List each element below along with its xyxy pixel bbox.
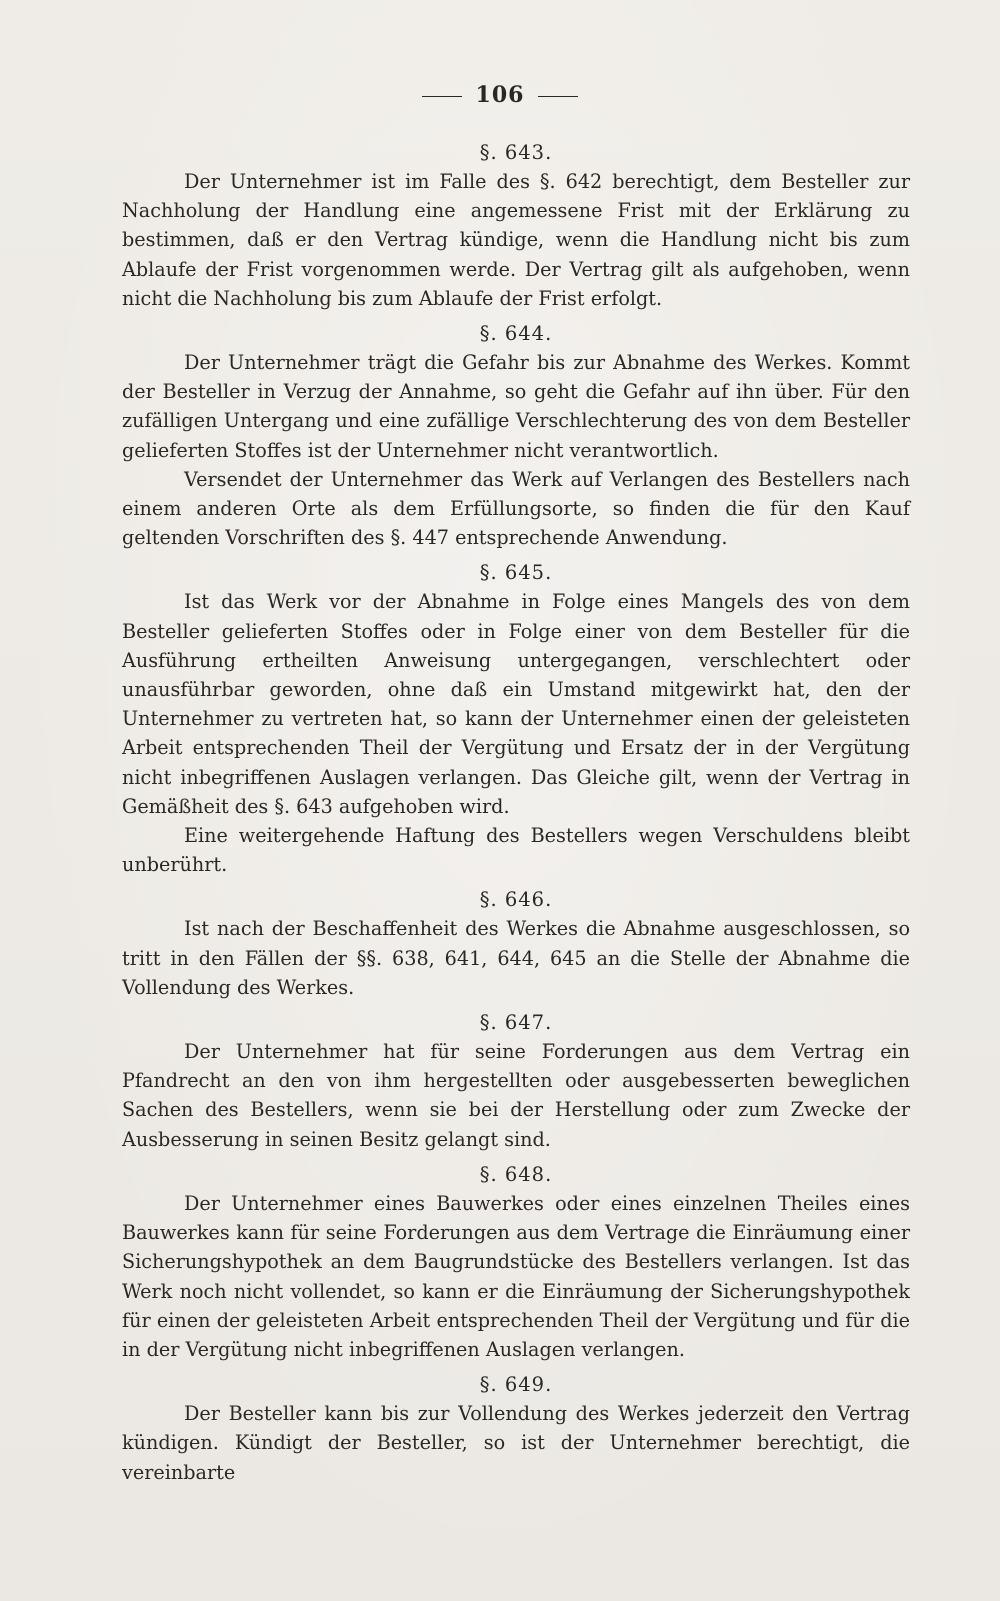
dash-left — [422, 96, 462, 97]
paragraph: Der Unternehmer eines Bauwerkes oder eines einzelnen Theiles eines Bauwerkes kann für seine Forderungen aus dem Vertrage die Einräumung einer Sicherungshypothek an dem Baugrundstücke des Bestellers verlangen. Ist das Werk noch nicht vollendet, so kann er die Einräumung der Sicherungshypothek für einen der geleisteten Arbeit entsprechenden Theil der Vergütung und für die in der Vergütung nicht inbegriffenen Auslagen verlangen. — [122, 1191, 910, 1361]
section-heading: §. 649. — [479, 1373, 553, 1397]
section-heading: §. 647. — [479, 1011, 553, 1035]
section-649 — [122, 1370, 910, 1487]
section-643 — [122, 138, 910, 313]
paragraph: Eine weitergehende Haftung des Bestellers wegen Verschuldens bleibt unberührt. — [122, 824, 910, 877]
paragraph: Versendet der Unternehmer das Werk auf Verlangen des Bestellers nach einem anderen Orte als dem Erfüllungsorte, so finden die für den Kauf geltenden Vorschriften des §. 447 entsprechende Anwendung. — [122, 467, 910, 550]
section-heading: §. 646. — [479, 888, 553, 912]
paragraph: Der Unternehmer ist im Falle des §. 642 berechtigt, dem Besteller zur Nachholung der Handlung eine angemessene Frist mit der Erklärung zu bestimmen, daß er den Vertrag kündige, wenn die Handlung nicht bis zum Ablaufe der Frist vorgenommen werde. Der Vertrag gilt als aufgehoben, wenn nicht die Nachholung bis zum Ablaufe der Frist erfolgt. — [122, 170, 910, 310]
section-heading: §. 644. — [479, 322, 553, 346]
paragraph: Der Besteller kann bis zur Vollendung des Werkes jederzeit den Vertrag kündigen. Kündigt der Besteller, so ist der Unternehmer berechtigt, die vereinbarte — [122, 1402, 910, 1484]
page-number-text: 106 — [475, 82, 525, 108]
section-648 — [122, 1160, 910, 1364]
section-heading: §. 645. — [479, 561, 553, 585]
section-647 — [122, 1008, 910, 1154]
paragraph: Ist nach der Beschaffenheit des Werkes die Abnahme ausgeschlossen, so tritt in den Fällen der §§. 638, 641, 644, 645 an die Stelle der Abnahme die Vollendung des Werkes. — [122, 917, 910, 999]
section-646 — [122, 885, 910, 1002]
section-644 — [122, 319, 910, 552]
dash-right — [538, 96, 578, 97]
paragraph: Ist das Werk vor der Abnahme in Folge eines Mangels des von dem Besteller gelieferten Stoffes oder in Folge einer von dem Besteller für die Ausführung ertheilten Anweisung untergegangen, verschlechtert oder unausführbar geworden, ohne daß ein Umstand mitgewirkt hat, den der Unternehmer zu vertreten hat, so kann der Unternehmer einen der geleisteten Arbeit entsprechenden Theil der Vergütung und Ersatz der in der Vergütung nicht inbegriffenen Auslagen verlangen. Das Gleiche gilt, wenn der Vertrag in Gemäßheit des §. 643 aufgehoben wird. — [122, 590, 910, 818]
section-645 — [122, 558, 910, 879]
page-body — [122, 132, 910, 1487]
paragraph: Der Unternehmer hat für seine Forderungen aus dem Vertrag ein Pfandrecht an den von ihm hergestellten oder ausgebesserten beweglichen Sachen des Bestellers, wenn sie bei der Herstellung oder zum Zwecke der Ausbesserung in seinen Besitz gelangt sind. — [122, 1040, 910, 1151]
paragraph: Der Unternehmer trägt die Gefahr bis zur Abnahme des Werkes. Kommt der Besteller in Verzug der Annahme, so geht die Gefahr auf ihn über. Für den zufälligen Untergang und eine zufällige Verschlechterung des von dem Besteller gelieferten Stoffes ist der Unternehmer nicht verantwortlich. — [122, 351, 910, 462]
section-heading: §. 643. — [479, 141, 553, 164]
section-heading: §. 648. — [479, 1162, 553, 1186]
page-number — [0, 82, 1000, 108]
